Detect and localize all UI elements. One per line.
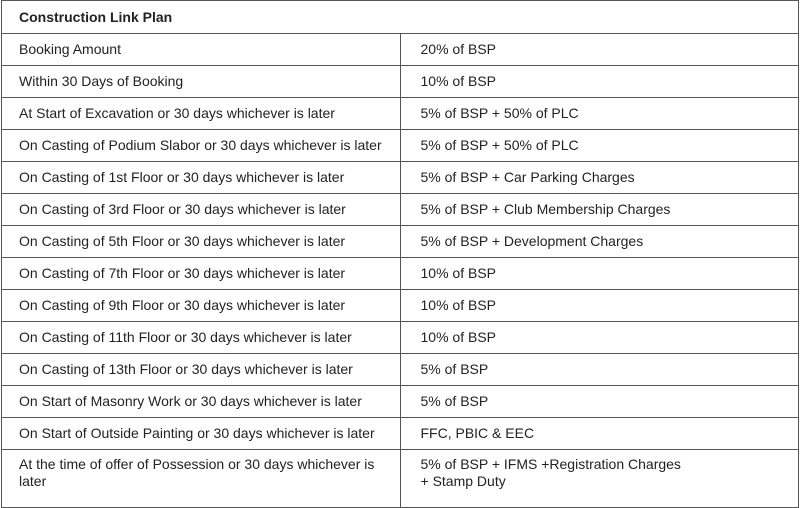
stage-cell: At Start of Excavation or 30 days whichever is later bbox=[2, 98, 401, 130]
table-row bbox=[2, 418, 799, 450]
stage-cell: On Casting of 3rd Floor or 30 days whichever is later bbox=[2, 194, 401, 226]
table-row bbox=[2, 226, 799, 258]
table-row bbox=[2, 194, 799, 226]
table-row bbox=[2, 130, 799, 162]
table-title-row bbox=[2, 1, 799, 34]
table-row bbox=[2, 98, 799, 130]
stage-cell: Booking Amount bbox=[2, 34, 401, 66]
payment-cell: 20% of BSP bbox=[400, 34, 799, 66]
payment-cell: 10% of BSP bbox=[400, 258, 799, 290]
stage-cell: On Casting of 7th Floor or 30 days whichever is later bbox=[2, 258, 401, 290]
table-row bbox=[2, 258, 799, 290]
payment-cell: FFC, PBIC & EEC bbox=[400, 418, 799, 450]
payment-cell: 5% of BSP + 50% of PLC bbox=[400, 98, 799, 130]
payment-cell: 5% of BSP + Car Parking Charges bbox=[400, 162, 799, 194]
payment-cell: 5% of BSP + Club Membership Charges bbox=[400, 194, 799, 226]
stage-cell: At the time of offer of Possession or 30 days whichever is later bbox=[2, 450, 401, 508]
payment-cell: 5% of BSP + 50% of PLC bbox=[400, 130, 799, 162]
table-row bbox=[2, 354, 799, 386]
table-row bbox=[2, 386, 799, 418]
stage-cell: On Casting of Podium Slabor or 30 days whichever is later bbox=[2, 130, 401, 162]
table-row bbox=[2, 322, 799, 354]
table-row bbox=[2, 162, 799, 194]
table-row bbox=[2, 450, 799, 508]
payment-text: 5% of BSP + IFMS +Registration Charges bbox=[420, 456, 681, 472]
table-row bbox=[2, 34, 799, 66]
payment-cell: 10% of BSP bbox=[400, 66, 799, 98]
stage-cell: On Casting of 5th Floor or 30 days whichever is later bbox=[2, 226, 401, 258]
stage-cell: On Casting of 11th Floor or 30 days whichever is later bbox=[2, 322, 401, 354]
payment-cell: 5% of BSP + Development Charges bbox=[400, 226, 799, 258]
payment-cell: 10% of BSP bbox=[400, 290, 799, 322]
stage-cell: On Start of Outside Painting or 30 days whichever is later bbox=[2, 418, 401, 450]
payment-text-continued: + Stamp Duty bbox=[420, 473, 506, 489]
stage-cell: On Casting of 1st Floor or 30 days whichever is later bbox=[2, 162, 401, 194]
payment-cell: 10% of BSP bbox=[400, 322, 799, 354]
payment-cell bbox=[400, 450, 799, 508]
table-row bbox=[2, 290, 799, 322]
table-row bbox=[2, 66, 799, 98]
payment-plan-table bbox=[1, 0, 799, 508]
payment-cell: 5% of BSP bbox=[400, 354, 799, 386]
stage-cell: Within 30 Days of Booking bbox=[2, 66, 401, 98]
stage-cell: On Casting of 9th Floor or 30 days whichever is later bbox=[2, 290, 401, 322]
payment-cell: 5% of BSP bbox=[400, 386, 799, 418]
table-title: Construction Link Plan bbox=[2, 1, 799, 34]
stage-cell: On Start of Masonry Work or 30 days whichever is later bbox=[2, 386, 401, 418]
stage-cell: On Casting of 13th Floor or 30 days whichever is later bbox=[2, 354, 401, 386]
